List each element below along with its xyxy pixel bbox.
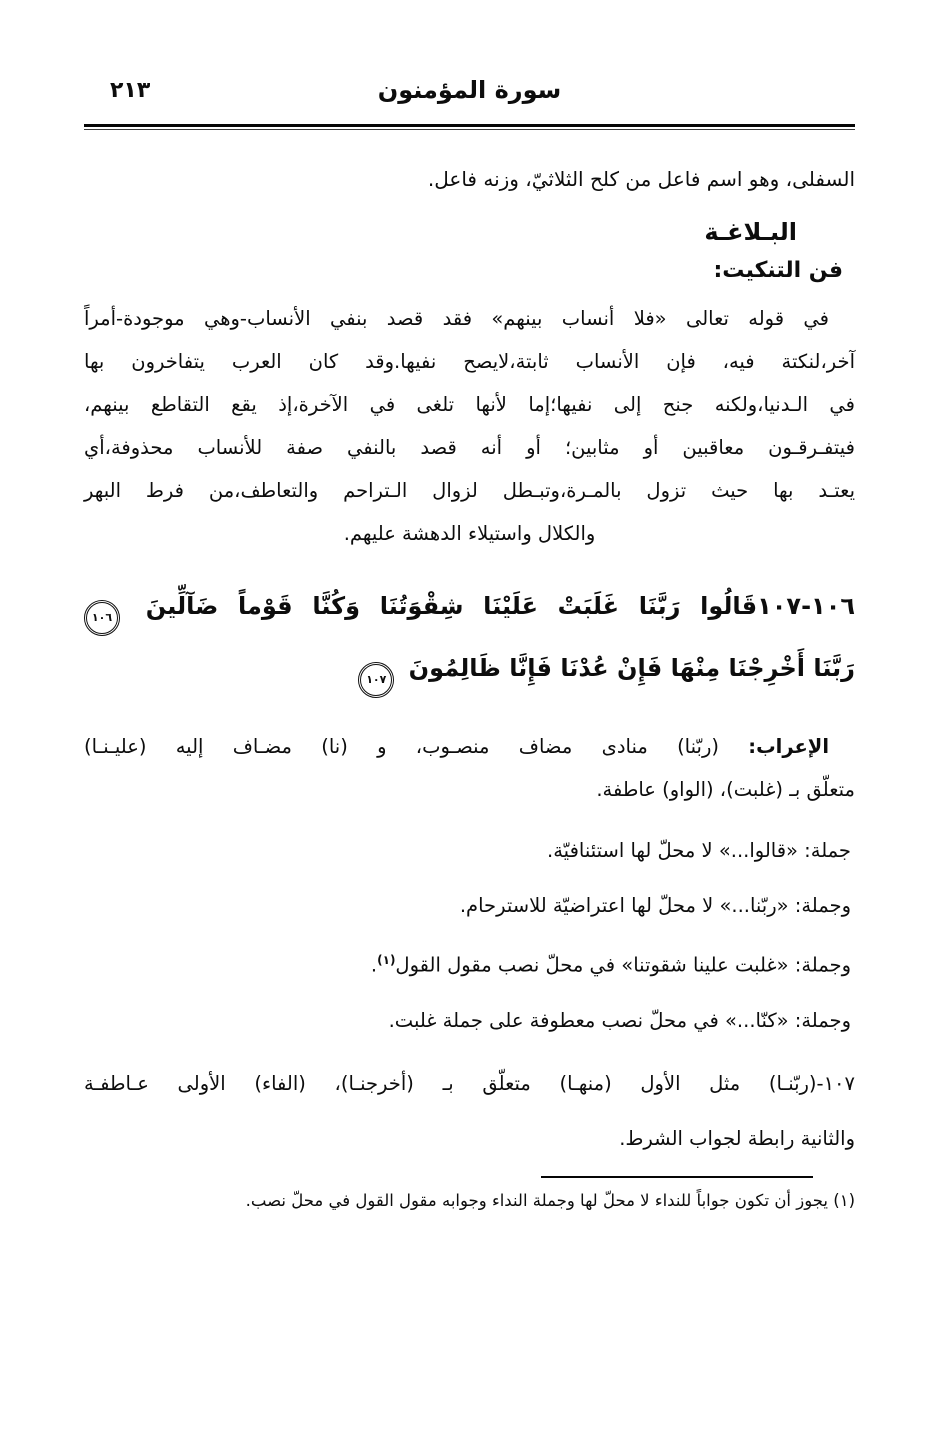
paragraph-line: في قوله تعالى «فلا أنساب بينهم» فقد قصد بنفي الأنساب-وهي موجودة-أمراً <box>84 307 829 330</box>
footnote-marker: (١) <box>377 953 396 967</box>
verse-range: ١٠٦-١٠٧ <box>757 592 855 620</box>
footnote-text: (١) يجوز أن تكون جواباً للنداء لا محلّ لها وجملة النداء وجوابه مقول القول في محلّ نصب. <box>245 1190 855 1210</box>
ayah-marker-107: ١٠٧ <box>358 662 394 698</box>
jumla-text: جملة: «قالوا...» لا محلّ لها استئنافيّة. <box>547 839 851 862</box>
irab-heading: الإعراب: <box>748 735 829 758</box>
paragraph-line: في الـدنيا،ولكنه جنح إلى نفيها؛إما لأنها تلغى في الآخرة،إذ يقع التقاطع بينهم، <box>84 393 855 416</box>
jumla-text: وجملة: «غلبت علينا شقوتنا» في محلّ نصب مقول القول <box>395 953 851 977</box>
paragraph-line: والكلال واستيلاء الدهشة عليهم. <box>343 522 596 545</box>
intro-line: السفلى، وهو اسم فاعل من كلح الثلاثيّ، وزنه فاعل. <box>427 167 855 191</box>
irab-intro-line-2: متعلّق بـ (غلبت)، (الواو) عاطفة. <box>596 778 855 801</box>
paragraph-line: آخر،لنكتة فيه، فإن الأنساب ثابتة،لايصح نفيها.وقد كان العرب يتفاخرون بها <box>84 350 855 373</box>
irab-intro-line-1 <box>84 725 855 768</box>
verse-106-line <box>84 575 855 637</box>
jumla-line <box>84 933 855 993</box>
paragraph-line: فيتفـرقـون معاقبين أو مثابين؛ أو أنه قصد بالنفي صفة للأنساب محذوفة،أي <box>84 436 855 459</box>
irab-section <box>84 725 855 811</box>
jumla-tail: . <box>370 953 378 977</box>
book-page <box>0 76 929 1435</box>
verse-block <box>84 575 855 699</box>
jumla-line <box>84 993 855 1048</box>
ayah-marker-106: ١٠٦ <box>84 600 120 636</box>
balagha-paragraph <box>84 297 855 555</box>
irab-intro-rest: (ربّنا) منادى مضاف منصـوب، و (نا) مضـاف إليه (عليـنـا) <box>84 735 749 758</box>
verse-107-line <box>84 637 855 699</box>
verse-107-text: رَبَّنَا أَخْرِجْنَا مِنْهَا فَإِنْ عُدْنَا فَإِنَّا ظَالِمُونَ <box>408 654 855 682</box>
jumla-text: وجملة: «كنّا...» في محلّ نصب معطوفة على جملة غلبت. <box>388 1008 851 1032</box>
verse-106-text: قَالُوا رَبَّنَا غَلَبَتْ عَلَيْنَا شِقْوَتُنَا وَكُنَّا قَوْماً ضَآلِّينَ <box>145 592 758 620</box>
jumal-list <box>84 823 855 1048</box>
page-header <box>84 76 855 110</box>
tankit-subheading: فن التنكيت: <box>713 258 843 283</box>
jumla-text: وجملة: «ربّنا...» لا محلّ لها اعتراضيّة للاسترحام. <box>459 894 851 917</box>
paragraph-line: يعتـد بها حيث تزول بالمـرة،وتبـطل لزوال الـتراحم والتعاطف،من فرط البهر <box>84 479 855 502</box>
irab-107-line-1: ١٠٧-(ربّنـا) مثل الأول (منهـا) متعلّق بـ (أخرجنـا)، (الفاء) الأولى عـاطفـة <box>84 1071 855 1095</box>
balagha-heading: البـلاغـة <box>704 218 797 246</box>
jumla-line <box>84 823 855 878</box>
surah-title: سورة المؤمنون <box>377 76 562 104</box>
footnote-separator <box>541 1176 813 1178</box>
page-number: ٢١٣ <box>110 78 151 103</box>
irab-107-line-2: والثانية رابطة لجواب الشرط. <box>619 1126 855 1150</box>
irab-107-entry <box>84 1056 855 1166</box>
header-rule <box>84 124 855 130</box>
jumla-line <box>84 878 855 933</box>
